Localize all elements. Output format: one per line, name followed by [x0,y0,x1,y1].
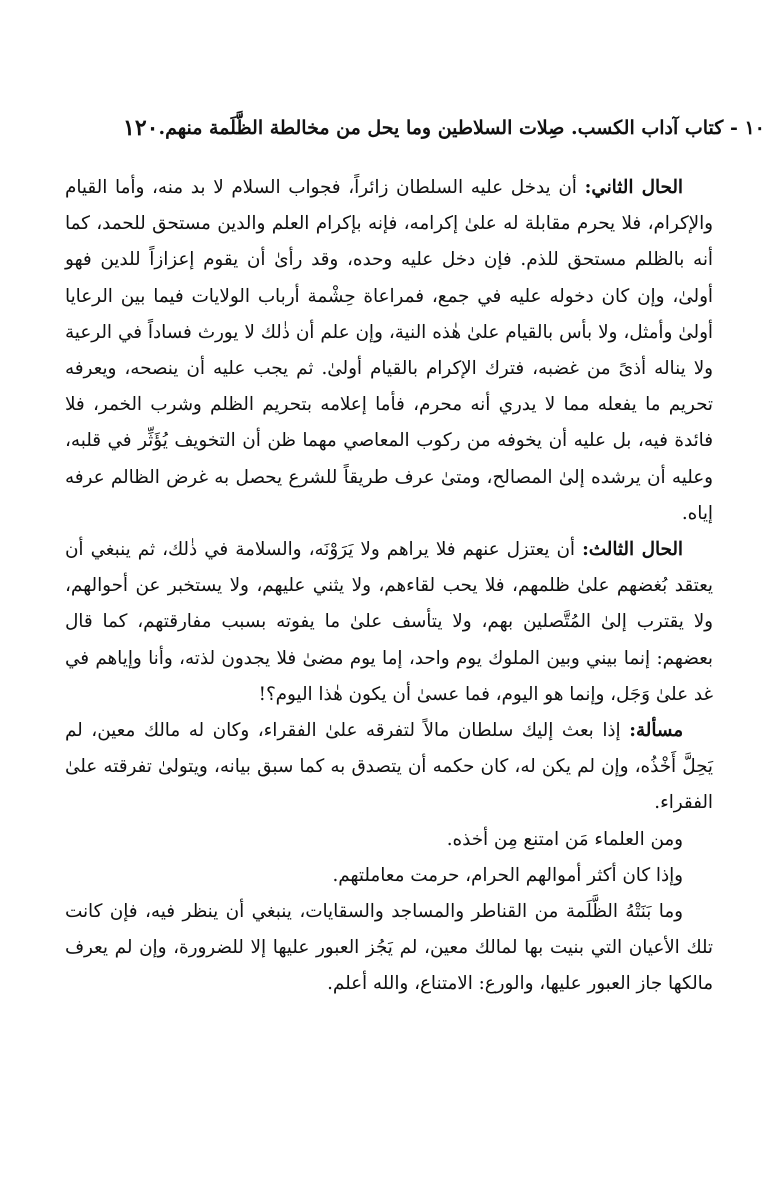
paragraph-issue [65,713,713,822]
paragraph-text: وما بَنَتْهُ الظَّلَمة من القناطر والمساجد والسقايات، ينبغي أن ينظر فيه، فإن كانت تلك الأعيان التي بنيت بها لمالك معين، لم يَجُز العبور عليها إلا للضرورة، وإن لم يعرف مالكها جاز العبور عليها، والورع: الامتناع، والله أعلم. [65,901,713,995]
paragraph-text: ومن العلماء مَن امتنع مِن أخذه. [446,828,683,850]
paragraph-text: إذا بعث إليك سلطان مالاً لتفرقه علىٰ الفقراء، وكان له مالك معين، لم يَحِلَّ أَخْذُه، وإن لم يكن له، كان حكمه أن يتصدق به كما سبق بيانه، ويتولىٰ تفرقته علىٰ الفقراء. [65,720,713,814]
paragraph-text: وإذا كان أكثر أموالهم الحرام، حرمت معاملتهم. [332,864,683,886]
page-number: ١٢٠ [123,115,159,141]
paragraph-dealings [65,858,713,894]
paragraph-text: أن يدخل عليه السلطان زائراً، فجواب السلام لا بد منه، وأما القيام والإكرام، فلا يحرم مقابلة له علىٰ إكرامه، فإنه بإكرام العلم والدين مستحق للحمد، كما أنه بالظلم مستحق للذم. فإن دخل عليه وحده، وقد رأىٰ أن يقوم إعزازاً للدين فهو أولىٰ، وإن كان دخوله عليه في جمع، فمراعاة حِشْمة أرباب الولايات فيما بين الرعايا أولىٰ وأمثل، ولا بأس بالقيام علىٰ هٰذه النية، وإن علم أن ذٰلك لا يورث فساداً في الرعية ولا يناله أذىً من غضبه، فترك الإكرام بالقيام أولىٰ. ثم يجب عليه أن ينصحه، ويعرفه تحريم ما يفعله مما لا يدري أنه محرم، فأما إعلامه بتحريم الظلم وشرب الخمر، فلا فائدة فيه، بل عليه أن يخوفه من ركوب المعاصي مهما ظن أن التخويف يُؤَثِّر في قلبه، وعليه أن يرشده إلىٰ المصالح، ومتىٰ عرف طريقاً للشرع يحصل به غرض الظالم عرفه إياه. [65,177,713,524]
paragraph-lead: الحال الثاني: [584,177,683,198]
paragraph-bridges [65,894,713,1003]
paragraph-lead: مسألة: [629,720,683,742]
running-header [95,115,765,141]
page-body [65,170,713,1003]
paragraph-text: أن يعتزل عنهم فلا يراهم ولا يَرَوْنَه، والسلامة في ذٰلك، ثم ينبغي أن يعتقد بُغضهم علىٰ ظلمهم، فلا يحب لقاءهم، ولا يثني عليهم، ولا يستخبر عن أحوالهم، ولا يقترب إلىٰ المُتَّصلين بهم، ولا يتأسف علىٰ ما يفوته بسبب مفارقتهم، كما قال بعضهم: إنما بيني وبين الملوك يوم واحد، إما يوم مضىٰ فلا يجدون لذته، وأنا وإياهم في غد علىٰ وَجَل، وإنما هو اليوم، فما عسىٰ أن يكون هٰذا اليوم؟! [65,539,713,705]
paragraph-lead: الحال الثالث: [582,539,683,561]
paragraph-scholars [65,822,713,858]
paragraph-state-three [65,532,713,713]
chapter-title: ١٠ - كتاب آداب الكسب. صِلات السلاطين وما يحل من مخالطة الظَّلَمة منهم. [158,117,765,139]
paragraph-state-two [65,170,713,532]
